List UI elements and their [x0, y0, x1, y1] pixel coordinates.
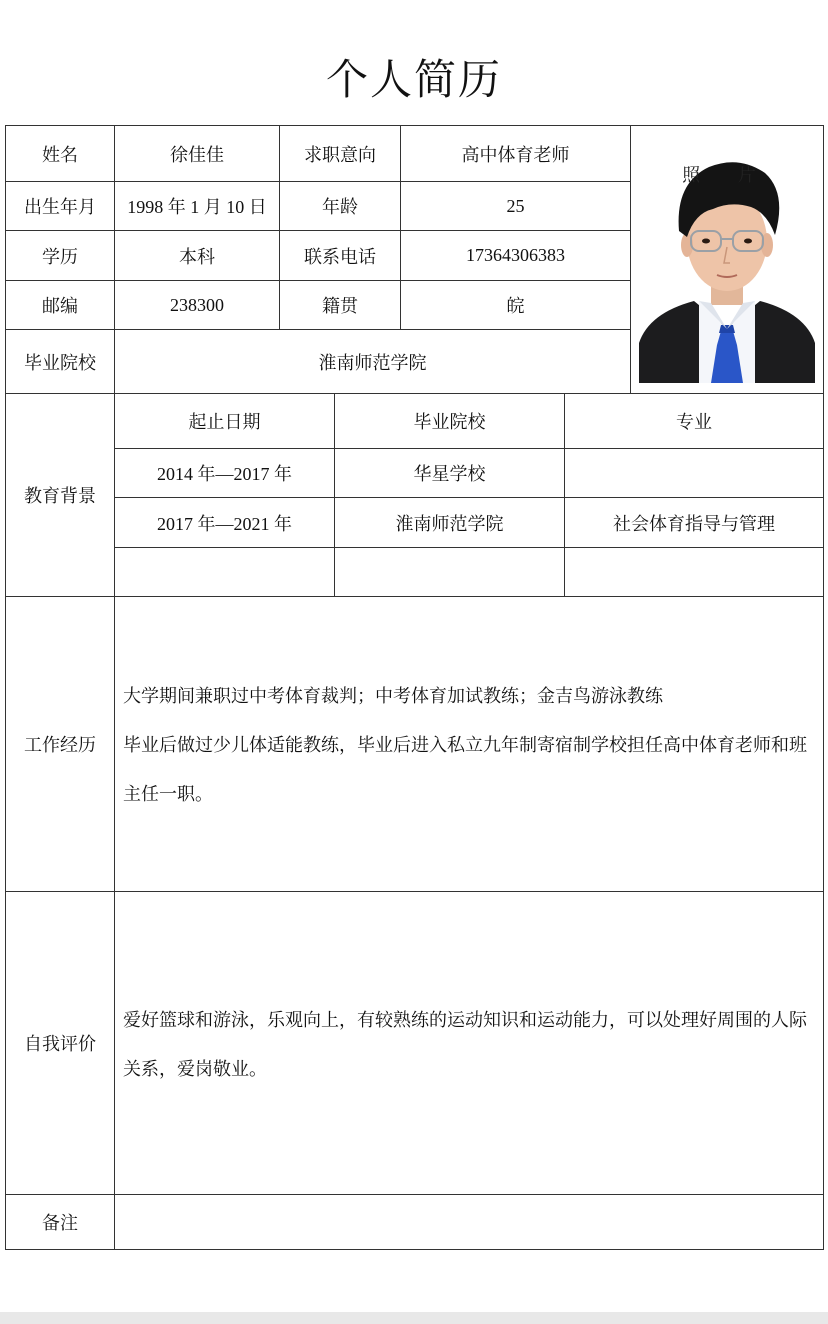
name-value: 徐佳佳	[170, 144, 224, 166]
edu-row-school: 淮南师范学院	[395, 513, 504, 535]
education-label: 教育背景	[24, 486, 96, 507]
edu-label: 学历	[42, 246, 78, 268]
work-text: 大学期间兼职过中考体育裁判；中考体育加试教练；金吉鸟游泳教练	[123, 686, 663, 707]
edu-row-major	[565, 548, 823, 596]
edu-row-school	[335, 548, 564, 596]
origin-value: 皖	[506, 296, 525, 317]
photo-label: 照 片	[682, 165, 772, 186]
edu-row-major: 社会体育指导与管理	[613, 513, 775, 535]
name-label: 姓名	[42, 144, 78, 166]
edu-header-dates: 起止日期	[188, 412, 261, 433]
origin-label: 籍贯	[322, 296, 358, 317]
edu-header-school: 毕业院校	[413, 412, 486, 433]
edu-row-dates: 2017 年—2021 年	[157, 513, 292, 534]
bottom-bar	[0, 1312, 828, 1324]
age-value: 25	[506, 195, 525, 216]
school-value: 淮南师范学院	[318, 352, 427, 374]
person-portrait-icon	[639, 153, 815, 383]
remark-label: 备注	[42, 1213, 78, 1234]
edu-row-dates: 2014 年—2017 年	[157, 464, 292, 484]
edu-row-school: 华星学校	[413, 464, 486, 485]
edu-value: 本科	[179, 246, 215, 268]
age-label: 年龄	[322, 197, 358, 218]
edu-row-major	[565, 449, 823, 497]
zip-label: 邮编	[42, 296, 78, 317]
work-text-2: 毕业后做过少儿体适能教练，毕业后进入私立九年制寄宿制学校担任高中体育老师和班主任一职。	[123, 735, 807, 805]
intent-value: 高中体育老师	[461, 144, 570, 166]
edu-header-major: 专业	[676, 412, 712, 433]
birth-label: 出生年月	[24, 197, 96, 218]
school-label: 毕业院校	[24, 352, 96, 374]
phone-value: 17364306383	[466, 245, 565, 265]
remark-value	[115, 1195, 823, 1249]
intent-label: 求职意向	[304, 144, 376, 166]
profile-photo	[639, 153, 815, 383]
phone-label: 联系电话	[304, 246, 376, 268]
work-label: 工作经历	[24, 735, 96, 756]
page-title: 个人简历	[325, 55, 502, 104]
zip-value: 238300	[170, 294, 224, 315]
self-eval-text: 爱好篮球和游泳，乐观向上，有较熟练的运动知识和运动能力，可以处理好周围的人际关系，爱岗敬业。	[123, 1010, 807, 1080]
edu-row-dates	[115, 548, 334, 596]
birth-value: 1998 年 1 月 10 日	[127, 197, 267, 217]
self-eval-label: 自我评价	[24, 1034, 96, 1055]
